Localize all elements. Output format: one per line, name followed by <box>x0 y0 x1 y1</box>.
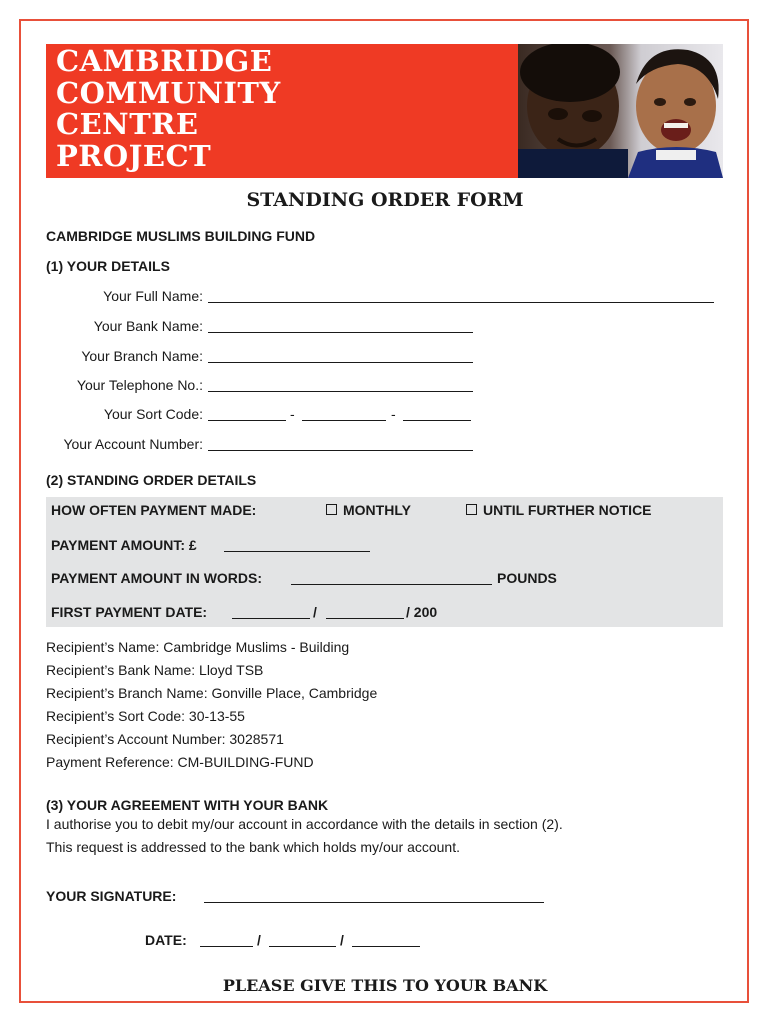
signature-label: YOUR SIGNATURE: <box>46 888 177 904</box>
recipient-account-number: Recipient’s Account Number: 3028571 <box>46 731 284 747</box>
pounds-label: POUNDS <box>497 570 557 586</box>
first-payment-year-prefix: / 200 <box>406 604 438 620</box>
until-further-notice-checkbox[interactable] <box>466 504 477 515</box>
children-photo <box>518 44 723 178</box>
monthly-option-label: MONTHLY <box>343 502 411 518</box>
organisation-title-line: PROJECT <box>56 138 212 173</box>
sort-code-field-2[interactable] <box>302 420 386 421</box>
organisation-title-line: CAMBRIDGE <box>56 44 273 78</box>
telephone-field[interactable] <box>208 391 473 392</box>
payment-reference: Payment Reference: CM-BUILDING-FUND <box>46 754 314 770</box>
section2-heading: (2) STANDING ORDER DETAILS <box>46 472 257 488</box>
payment-amount-label: PAYMENT AMOUNT: £ <box>51 537 197 553</box>
date-separator: / <box>257 932 261 948</box>
section1-heading: (1) YOUR DETAILS <box>46 258 170 274</box>
fund-name: CAMBRIDGE MUSLIMS BUILDING FUND <box>46 228 316 244</box>
bank-name-field[interactable] <box>208 332 473 333</box>
recipient-branch: Recipient’s Branch Name: Gonville Place, Cambridge <box>46 685 378 701</box>
sort-code-field-1[interactable] <box>208 420 286 421</box>
account-number-field[interactable] <box>208 450 473 451</box>
telephone-label: Your Telephone No.: <box>76 377 203 393</box>
monthly-option[interactable] <box>326 502 411 518</box>
branch-name-field[interactable] <box>208 362 473 363</box>
first-payment-month-field[interactable] <box>326 618 404 619</box>
sort-code-separator: - <box>290 406 295 422</box>
sort-code-separator: - <box>391 406 396 422</box>
date-separator: / <box>340 932 344 948</box>
authorisation-text: I authorise you to debit my/our account in accordance with the details in section (2). <box>46 816 563 832</box>
signature-month-field[interactable] <box>269 946 336 947</box>
first-payment-day-field[interactable] <box>232 618 310 619</box>
organisation-title-line: COMMUNITY <box>56 75 281 110</box>
until-further-notice-label: UNTIL FURTHER NOTICE <box>483 502 652 518</box>
account-number-label: Your Account Number: <box>63 436 203 452</box>
banner-red-block <box>46 44 518 178</box>
recipient-name: Recipient’s Name: Cambridge Muslims - Building <box>46 639 350 655</box>
recipient-bank: Recipient’s Bank Name: Lloyd TSB <box>46 662 264 678</box>
amount-in-words-label: PAYMENT AMOUNT IN WORDS: <box>51 570 263 586</box>
organisation-title-line: CENTRE <box>56 107 199 141</box>
frequency-label: HOW OFTEN PAYMENT MADE: <box>51 502 257 518</box>
signature-date-label: DATE: <box>145 932 187 948</box>
bank-name-label: Your Bank Name: <box>93 318 203 334</box>
branch-name-label: Your Branch Name: <box>81 348 203 364</box>
full-name-label: Your Full Name: <box>103 288 203 304</box>
organisation-title <box>56 46 281 172</box>
payment-amount-field[interactable] <box>224 551 370 552</box>
signature-field[interactable] <box>204 902 544 903</box>
sort-code-field-3[interactable] <box>403 420 471 421</box>
full-name-field[interactable] <box>208 302 714 303</box>
monthly-checkbox[interactable] <box>326 504 337 515</box>
until-further-notice-option[interactable] <box>466 502 652 518</box>
signature-day-field[interactable] <box>200 946 253 947</box>
addressed-to-bank-text: This request is addressed to the bank which holds my/our account. <box>46 839 460 855</box>
section3-heading: (3) YOUR AGREEMENT WITH YOUR BANK <box>46 797 329 813</box>
signature-year-field[interactable] <box>352 946 420 947</box>
recipient-sort-code: Recipient’s Sort Code: 30-13-55 <box>46 708 245 724</box>
form-title: STANDING ORDER FORM <box>246 189 524 211</box>
sort-code-label: Your Sort Code: <box>103 406 203 422</box>
first-payment-date-label: FIRST PAYMENT DATE: <box>51 604 208 620</box>
amount-in-words-field[interactable] <box>291 584 492 585</box>
header-banner <box>46 44 723 178</box>
give-to-bank-instruction: PLEASE GIVE THIS TO YOUR BANK <box>222 976 548 995</box>
date-separator: / <box>313 604 317 620</box>
